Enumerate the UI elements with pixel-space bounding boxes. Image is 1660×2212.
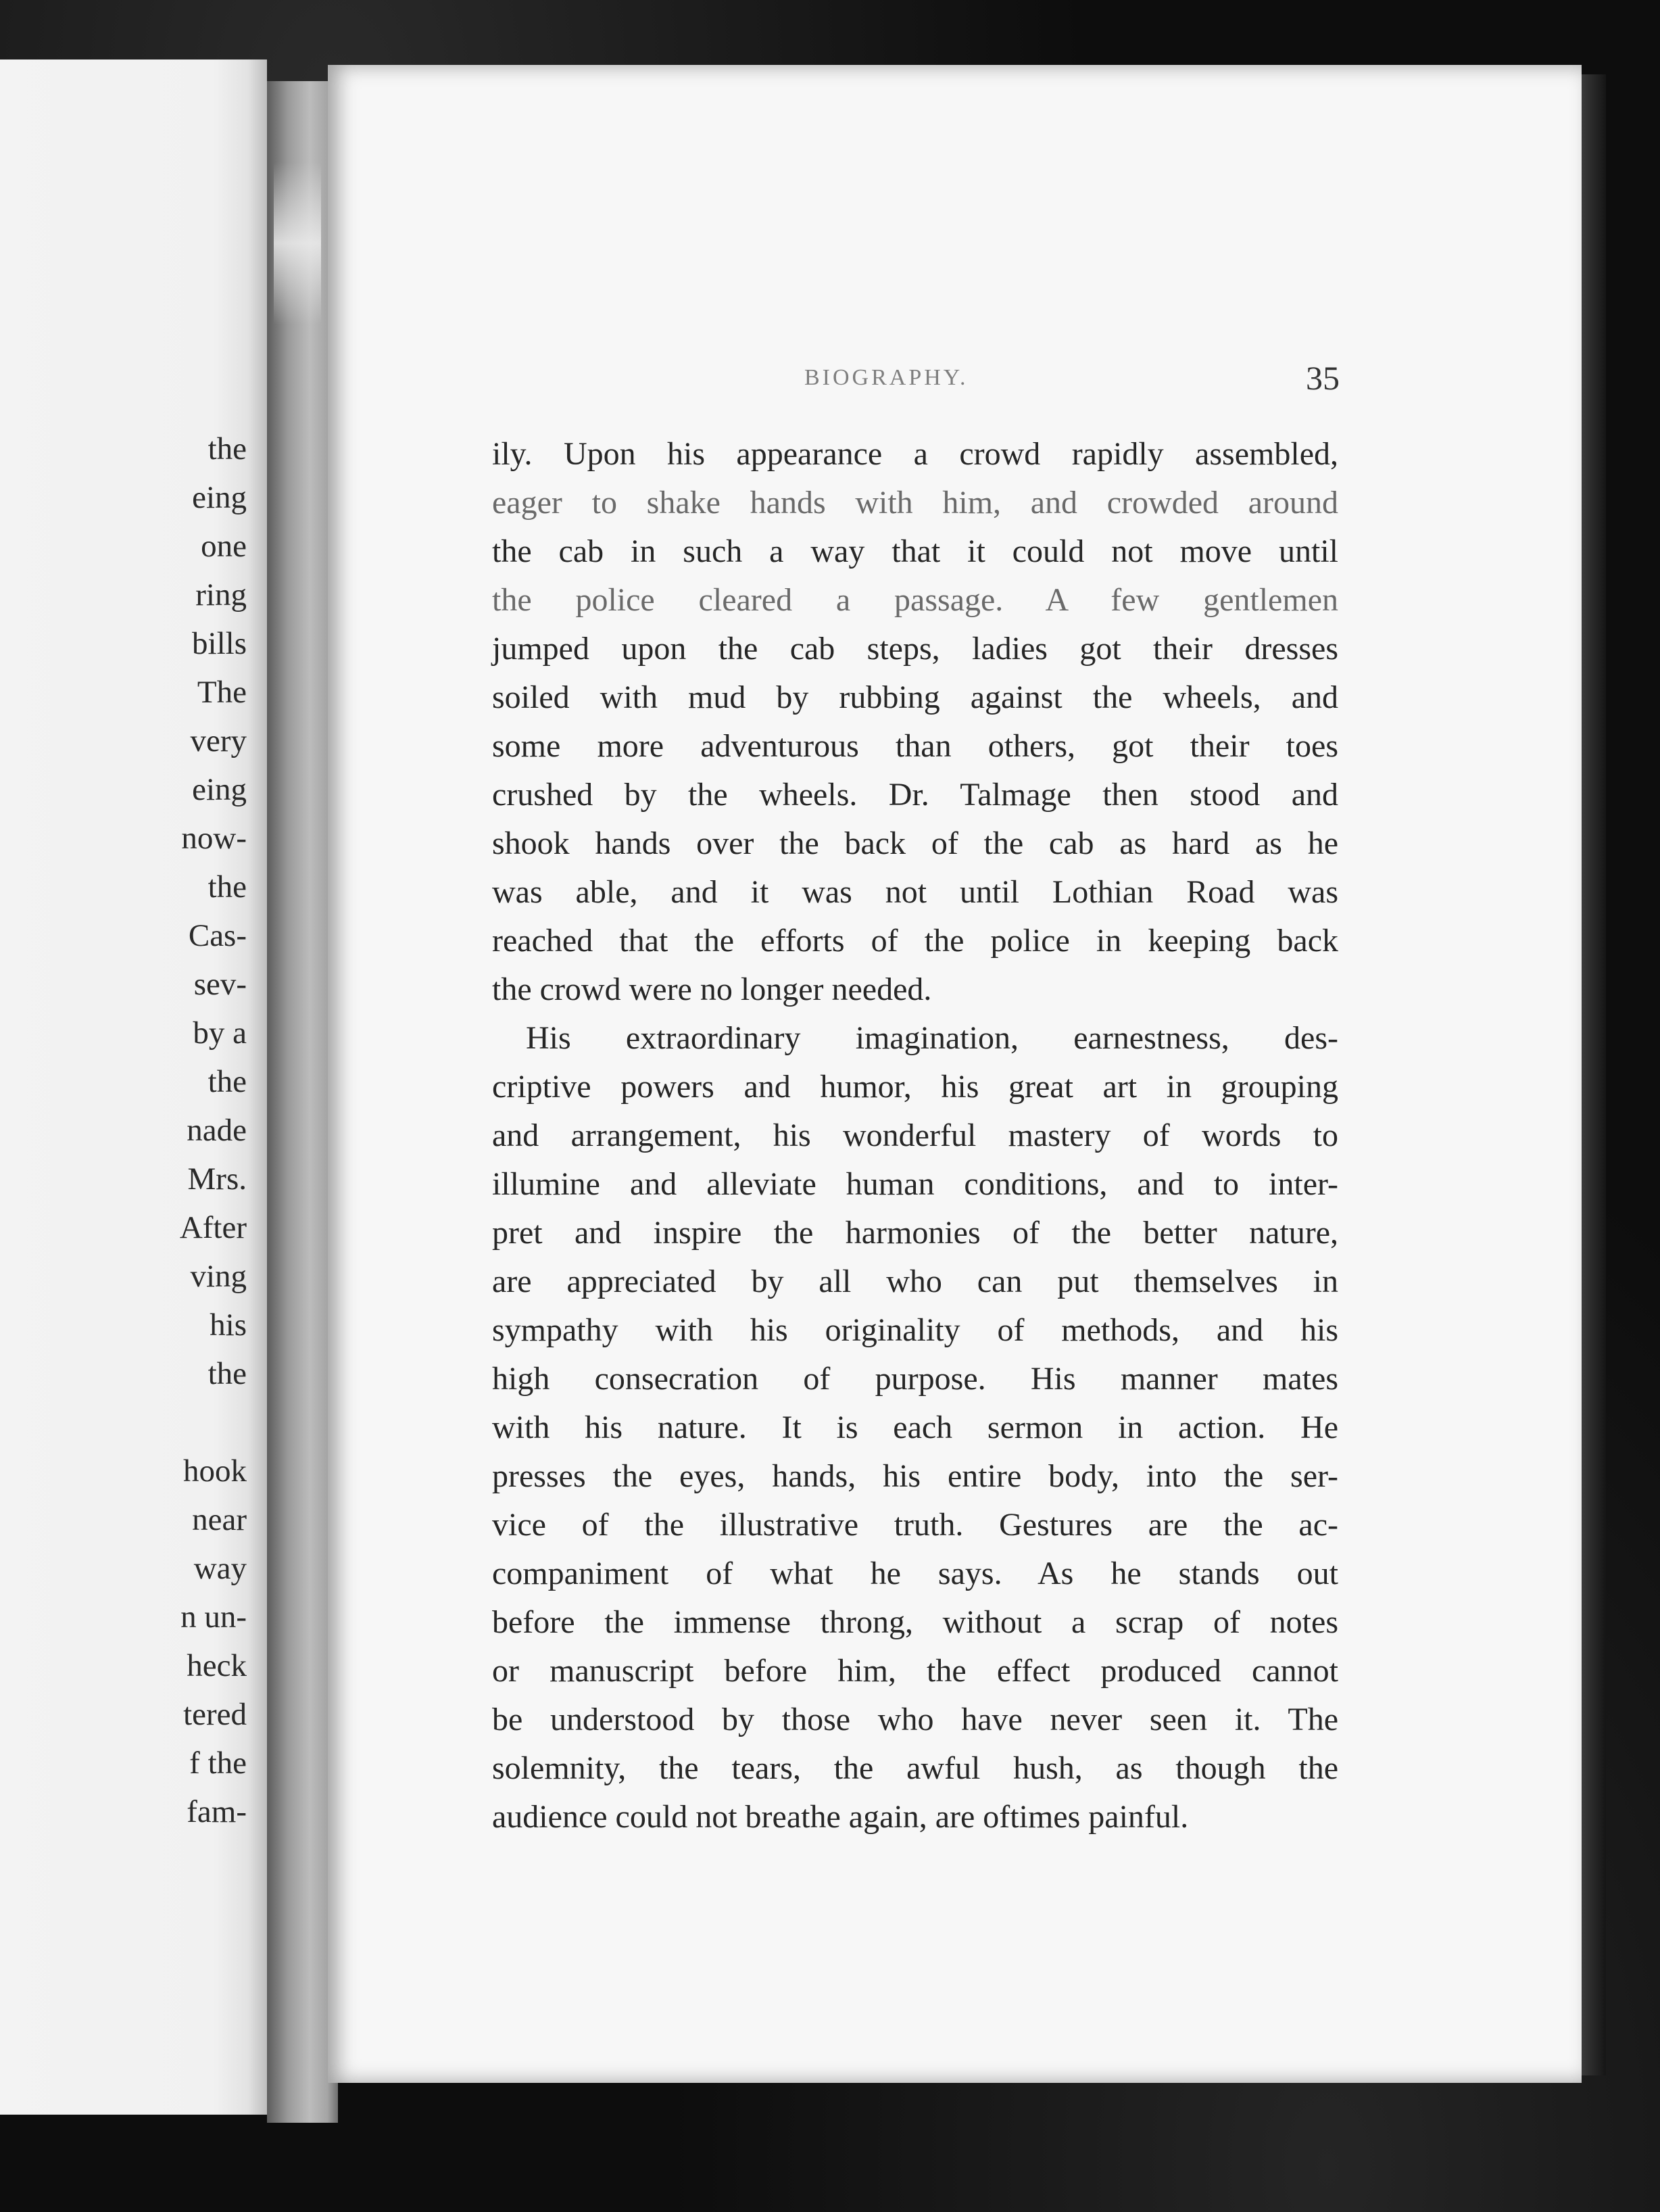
page-number: 35 <box>1306 359 1340 397</box>
page-edge-shadow <box>1582 74 1606 2075</box>
facing-line: now- <box>181 821 247 856</box>
text-line: with his nature. It is each sermon in action. He <box>492 1410 1338 1445</box>
facing-line: ring <box>195 577 247 612</box>
facing-line: hook <box>183 1453 247 1489</box>
text-line: audience could not breathe again, are oftimes painful. <box>492 1799 1189 1835</box>
text-line: are appreciated by all who can put themselves in <box>492 1264 1338 1299</box>
facing-line: the <box>208 1356 247 1391</box>
text-line: be understood by those who have never seen it. The <box>492 1702 1338 1737</box>
facing-line: near <box>192 1502 247 1537</box>
text-line: and arrangement, his wonderful mastery of words to <box>492 1117 1338 1153</box>
facing-line-blank <box>180 1398 247 1447</box>
text-line: vice of the illustrative truth. Gestures are the ac- <box>492 1507 1338 1543</box>
text-line: ily. Upon his appearance a crowd rapidly assembled, <box>492 436 1338 472</box>
facing-line: one <box>201 529 247 564</box>
facing-line: his <box>210 1307 247 1343</box>
facing-line: ving <box>190 1259 247 1294</box>
text-line: the police cleared a passage. A few gentlemen <box>492 582 1338 618</box>
text-line: the crowd were no longer needed. <box>492 971 932 1007</box>
facing-line: Mrs. <box>187 1161 247 1197</box>
facing-line: by a <box>193 1015 247 1051</box>
text-line: sympathy with his originality of methods, and his <box>492 1312 1338 1348</box>
facing-line: the <box>208 431 247 466</box>
text-line: high consecration of purpose. His manner mates <box>492 1361 1338 1397</box>
facing-line: very <box>190 723 247 759</box>
facing-line: eing <box>192 480 247 515</box>
facing-line: bills <box>192 626 247 661</box>
text-line: or manuscript before him, the effect produced cannot <box>492 1653 1338 1689</box>
facing-line: heck <box>187 1648 247 1683</box>
text-line: shook hands over the back of the cab as hard as he <box>492 825 1338 861</box>
text-line: soiled with mud by rubbing against the wheels, and <box>492 679 1338 715</box>
facing-line: eing <box>192 772 247 807</box>
facing-line: tered <box>183 1697 247 1732</box>
text-line: the cab in such a way that it could not move until <box>492 533 1338 569</box>
facing-line: Cas- <box>188 918 247 953</box>
facing-line: After <box>179 1210 247 1245</box>
text-line: jumped upon the cab steps, ladies got their dresses <box>492 631 1338 667</box>
body-text <box>492 430 1338 1842</box>
text-line: eager to shake hands with him, and crowded around <box>492 485 1338 521</box>
text-line: presses the eyes, hands, his entire body, into the ser- <box>492 1458 1338 1494</box>
running-title: BIOGRAPHY. <box>804 365 969 390</box>
facing-line: fam- <box>187 1794 247 1829</box>
facing-line: nade <box>187 1113 247 1148</box>
text-line: reached that the efforts of the police in keeping back <box>492 923 1338 959</box>
facing-line: the <box>208 1064 247 1099</box>
text-line: companiment of what he says. As he stands out <box>492 1556 1338 1591</box>
facing-line: way <box>193 1551 247 1586</box>
text-line: solemnity, the tears, the awful hush, as though the <box>492 1750 1338 1786</box>
facing-line: n un- <box>180 1600 247 1635</box>
text-line: before the immense throng, without a scrap of notes <box>492 1604 1338 1640</box>
facing-line: sev- <box>193 967 247 1002</box>
text-line: criptive powers and humor, his great art in grouping <box>492 1069 1338 1105</box>
facing-page-left <box>0 59 267 2115</box>
text-line: pret and inspire the harmonies of the better nature, <box>492 1215 1338 1251</box>
facing-line: the <box>208 869 247 905</box>
text-line: some more adventurous than others, got their toes <box>492 728 1338 764</box>
text-line: was able, and it was not until Lothian Road was <box>492 874 1338 910</box>
facing-page-text <box>180 425 247 1836</box>
text-line: crushed by the wheels. Dr. Talmage then stood and <box>492 777 1338 813</box>
text-line: illumine and alleviate human conditions, and to inter- <box>492 1166 1338 1202</box>
facing-line: The <box>197 675 247 710</box>
facing-line: f the <box>189 1746 247 1781</box>
text-line: His extraordinary imagination, earnestness, des- <box>526 1020 1338 1056</box>
